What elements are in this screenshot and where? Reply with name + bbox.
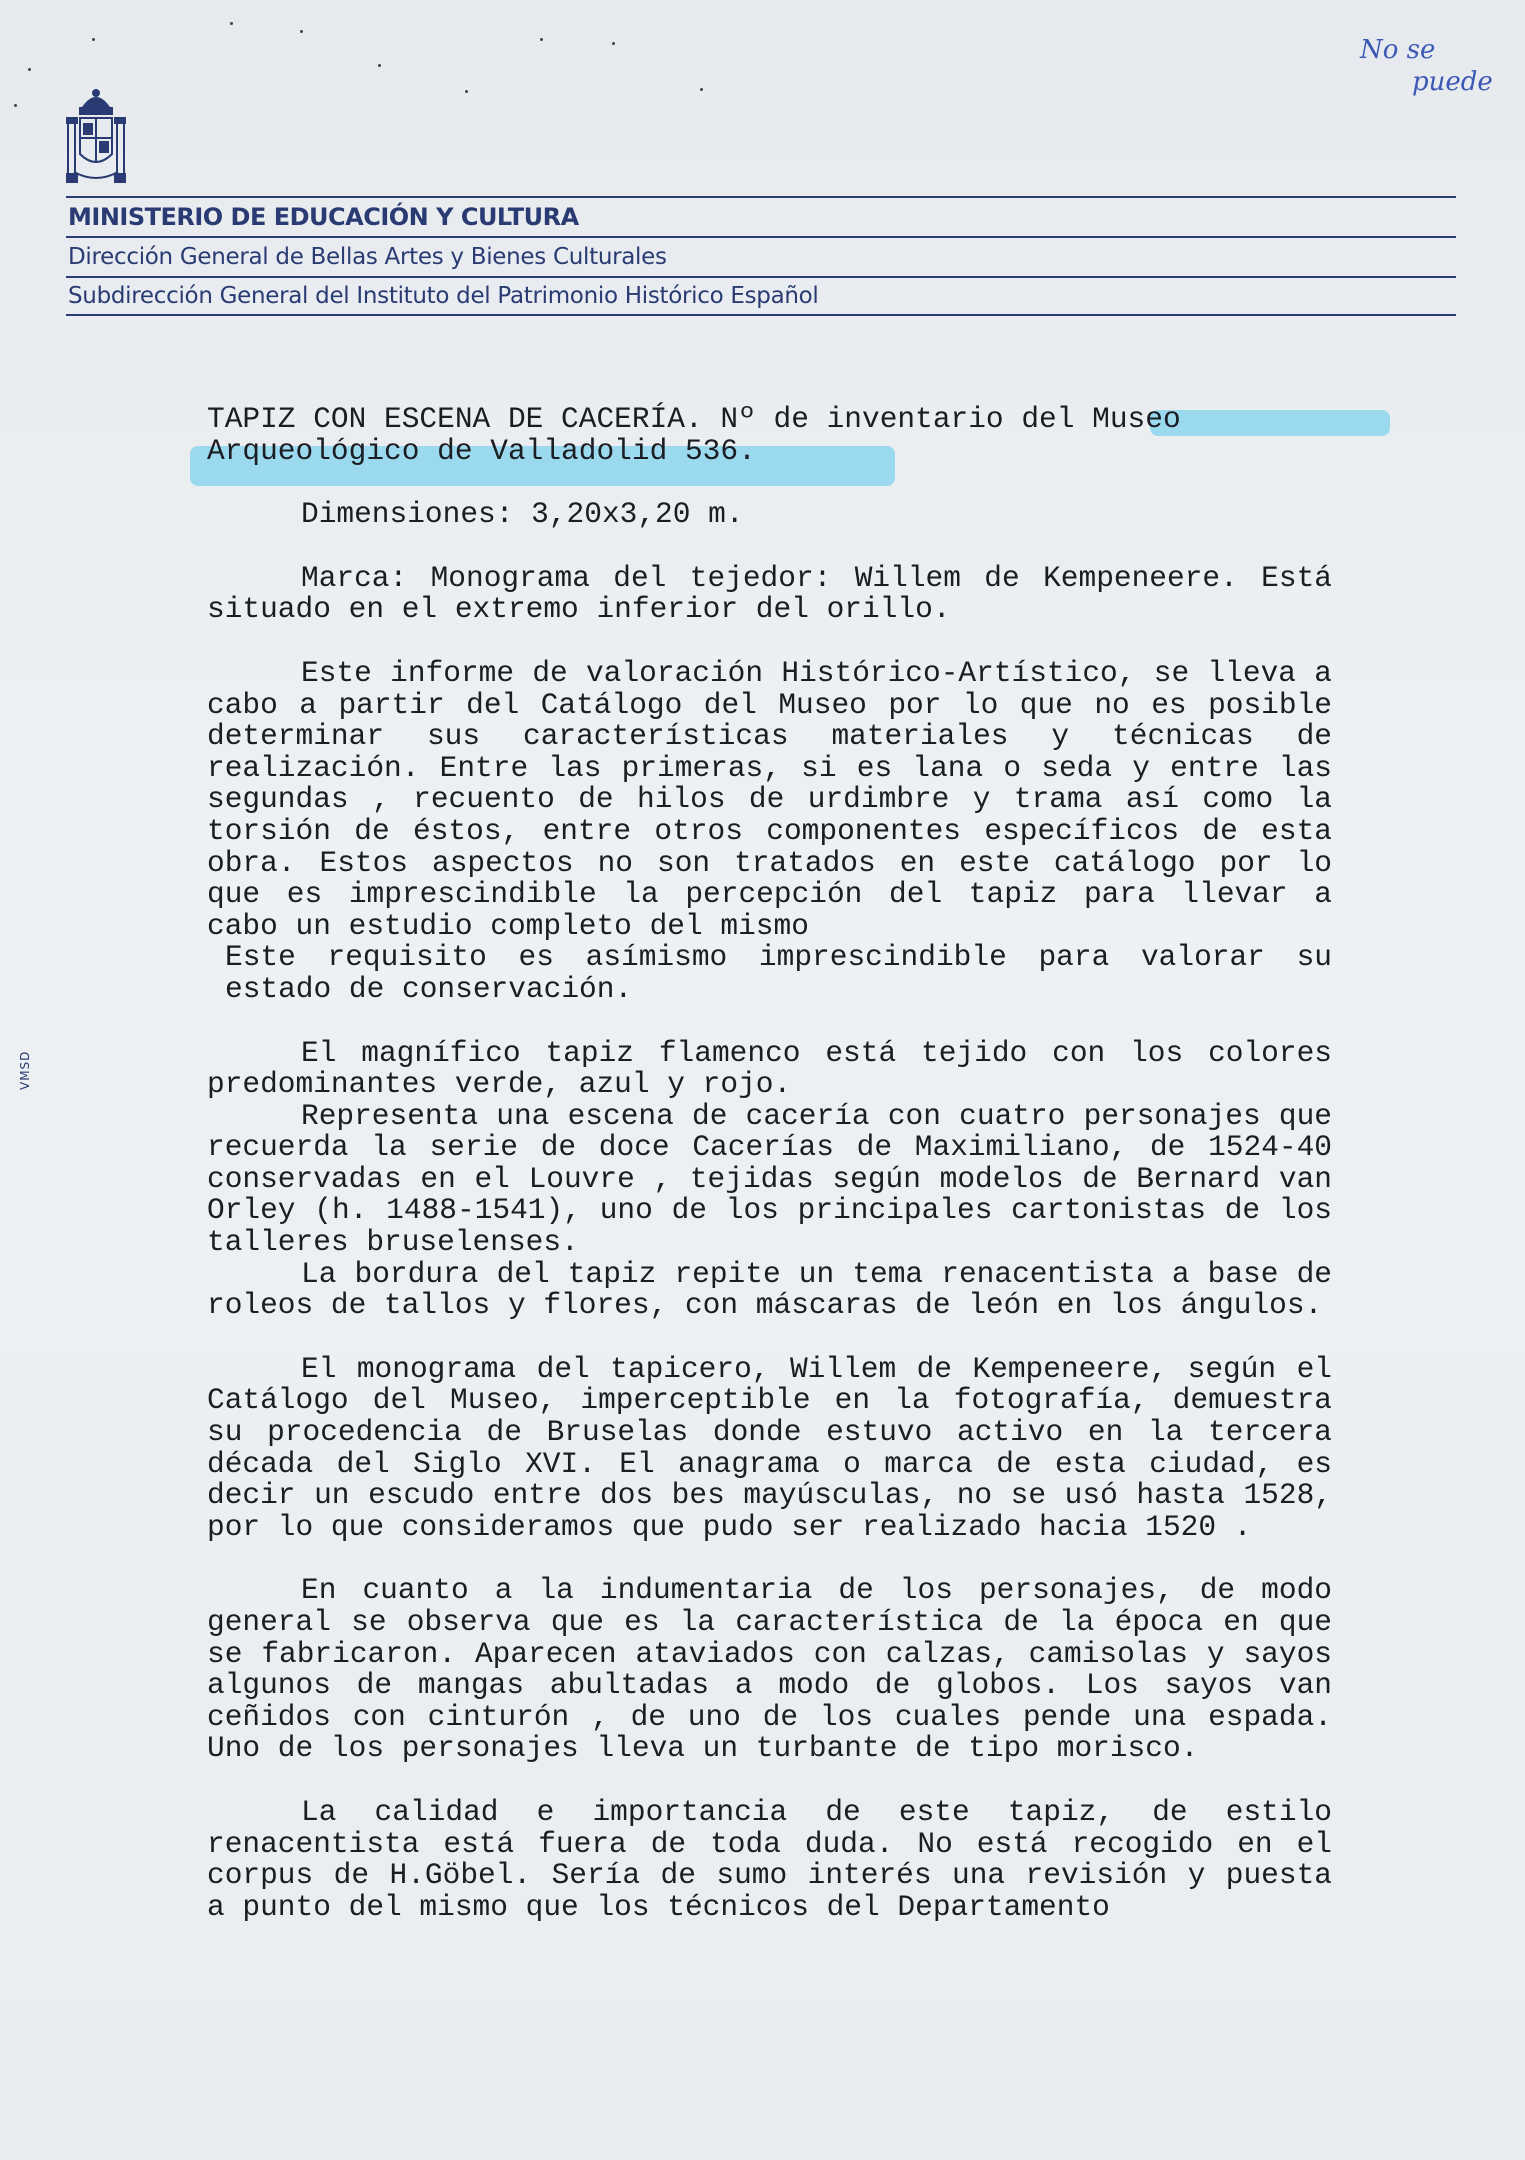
paragraph-monogram: El monograma del tapicero, Willem de Kempeneere, según el Catálogo del Museo, imperceptible en la fotografía, demuestra su procedencia de Bruselas donde estuvo activo en la tercera década del Siglo XVI. El anagrama o marca de esta ciudad, es decir un escudo entre dos bes mayúsculas, no se usó hasta 1528, por lo que consideramos que pudo ser realizado hacia 1520 .: [207, 1351, 1332, 1544]
paragraph-report-scope: Este informe de valoración Histórico-Artístico, se lleva a cabo a partir del Catálogo del Museo por lo que no es posible determinar sus características materiales y técnicas de realización. Entre las primeras, si es lana o seda y entre las segundas , recuento de hilos de urdimbre y trama así como la torsión de éstos, entre otros componentes específicos de esta obra. Estos aspectos no son tratados en este catálogo por lo que es imprescindible la percepción del tapiz para llevar a cabo un estudio completo del mismo: [207, 655, 1332, 943]
coat-of-arms-icon: [66, 84, 126, 188]
handwritten-note: [1360, 34, 1493, 98]
document-body: [207, 404, 1332, 1923]
ministry-name: MINISTERIO DE EDUCACIÓN Y CULTURA: [66, 196, 1456, 236]
handwritten-note-line2: puede: [1412, 67, 1493, 97]
paragraph-conservation: Este requisito es asímismo imprescindible para valorar su estado de conservación.: [225, 940, 1332, 1006]
side-margin-label: VMSD: [18, 1050, 32, 1090]
paragraph-costume: En cuanto a la indumentaria de los personajes, de modo general se observa que es la característica de la época en que se fabricaron. Aparecen ataviados con calzas, camisolas y sayos algunos de mangas abultadas a modo de globos. Los sayos van ceñidos con cinturón , de uno de los cuales pende una espada. Uno de los personajes lleva un turbante de tipo morisco.: [207, 1573, 1332, 1766]
paragraph-quality: La calidad e importancia de este tapiz, de estilo renacentista está fuera de toda duda. No está recogido en el corpus de H.Göbel. Sería de sumo interés una revisión y puesta a punto del mismo que los técnicos del Departamento: [207, 1794, 1332, 1924]
dimensions: Dimensiones: 3,20x3,20 m.: [301, 497, 744, 532]
paragraph-scene: Representa una escena de cacería con cuatro personajes que recuerda la serie de doce Cacerías de Maximiliano, de 1524-40 conservadas en el Louvre , tejidas según modelos de Bernard van Orley (h. 1488-1541), uno de los principales cartonistas de los talleres bruselenses.: [207, 1098, 1332, 1260]
direction-name: Dirección General de Bellas Artes y Bienes Culturales: [66, 236, 1456, 276]
paragraph-colors: El magnífico tapiz flamenco está tejido con los colores predominantes verde, azul y rojo.: [207, 1035, 1332, 1102]
doc-title-line2: Arqueológico de Valladolid 536.: [207, 433, 756, 468]
paragraph-border: La bordura del tapiz repite un tema renacentista a base de roleos de tallos y flores, con máscaras de león en los ángulos.: [207, 1256, 1332, 1323]
weaver-mark: Marca: Monograma del tejedor: Willem de Kempeneere. Está situado en el extremo inferior del orillo.: [207, 560, 1332, 627]
subdirection-name: Subdirección General del Instituto del Patrimonio Histórico Español: [66, 276, 1456, 316]
doc-title-line1: TAPIZ CON ESCENA DE CACERÍA. Nº de inventario del Museo: [207, 402, 1181, 436]
handwritten-note-line1: No se: [1360, 35, 1436, 65]
